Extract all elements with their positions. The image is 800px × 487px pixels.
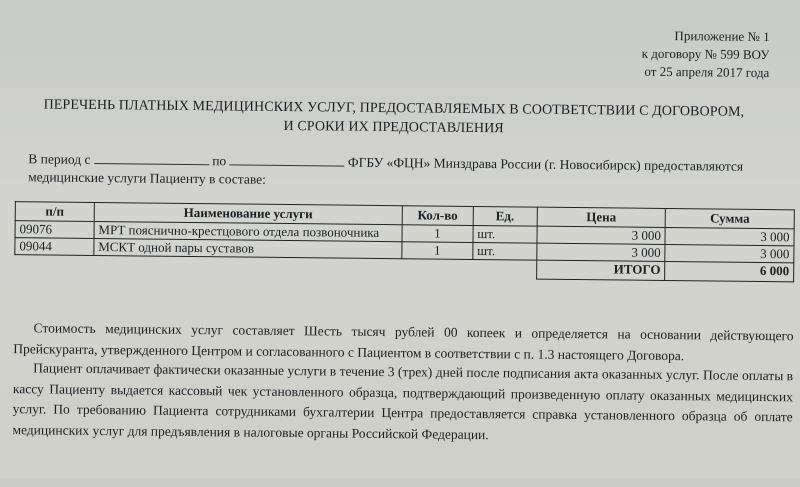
appendix-reference xyxy=(641,27,769,82)
service-name: МРТ пояснично-крестцового отдела позвоночника xyxy=(94,221,402,241)
service-price: 3 000 xyxy=(536,243,665,261)
total-label: ИТОГО xyxy=(536,260,665,280)
period-from-blank xyxy=(94,151,209,165)
header-service-name: Наименование услуги xyxy=(94,202,402,224)
header-index: п/п xyxy=(15,202,94,222)
header-price: Цена xyxy=(537,207,666,227)
header-sum: Сумма xyxy=(665,208,794,228)
service-sum: 3 000 xyxy=(665,244,794,262)
service-unit: шт. xyxy=(473,225,537,243)
total-spacer xyxy=(15,255,537,279)
period-to-blank xyxy=(230,152,345,166)
services-table xyxy=(14,201,795,282)
header-quantity: Кол-во xyxy=(402,206,473,226)
header-unit: Ед. xyxy=(473,206,537,226)
period-statement xyxy=(28,150,788,194)
title-line-1: ПЕРЕЧЕНЬ ПЛАТНЫХ МЕДИЦИНСКИХ УСЛУГ, ПРЕДОСТАВЛЯЕМЫХ В СООТВЕТСТВИИ С ДОГОВОРОМ, xyxy=(43,97,745,120)
cost-paragraph: Стоимость медицинских услуг составляет Шесть тысяч рублей 00 копеек и определяется на основании действующего Прейскуранта, утвержденного Центром и согласованного с Пациентом в соответствии с п. 1.3 настоящего Договора. xyxy=(13,320,794,363)
contract-date: от 25 апреля 2017 года xyxy=(644,63,770,81)
service-quantity: 1 xyxy=(402,242,473,260)
payment-paragraph: Пациент оплачивает фактически оказанные услуги в течение 3 (трех) дней после подписания акта оказанных услуг. После оплаты в кассу Пациенту выдается кассовый чек установленного образца, подтверждающий произведенную оплату оказанных медицинских услуг. По требованию Пациента сотрудниками бухгалтерии Центра предоставляется справка установленного образца об оплате медицинских услуг для предъявления в налоговые органы Российской Федерации. xyxy=(12,360,794,442)
service-name: МСКТ одной пары суставов xyxy=(94,238,402,258)
appendix-number: Приложение № 1 xyxy=(674,28,770,45)
period-from-label: В период с xyxy=(28,151,91,167)
document-title xyxy=(39,95,749,140)
service-unit: шт. xyxy=(473,242,537,260)
title-line-2: И СРОКИ ИХ ПРЕДОСТАВЛЕНИЯ xyxy=(283,118,504,137)
period-to-label: по xyxy=(212,153,227,169)
period-text: ФГБУ «ФЦН» Минздрава России (г. Новосибирск) предоставляются медицинские услуги Пациенту в составе: xyxy=(28,154,744,187)
service-price: 3 000 xyxy=(537,226,666,244)
total-value: 6 000 xyxy=(665,261,794,281)
service-sum: 3 000 xyxy=(665,227,794,245)
contract-number: к договору № 599 ВОУ xyxy=(641,45,770,63)
service-code: 09044 xyxy=(15,238,94,256)
service-code: 09076 xyxy=(15,221,94,239)
service-quantity: 1 xyxy=(402,225,473,243)
